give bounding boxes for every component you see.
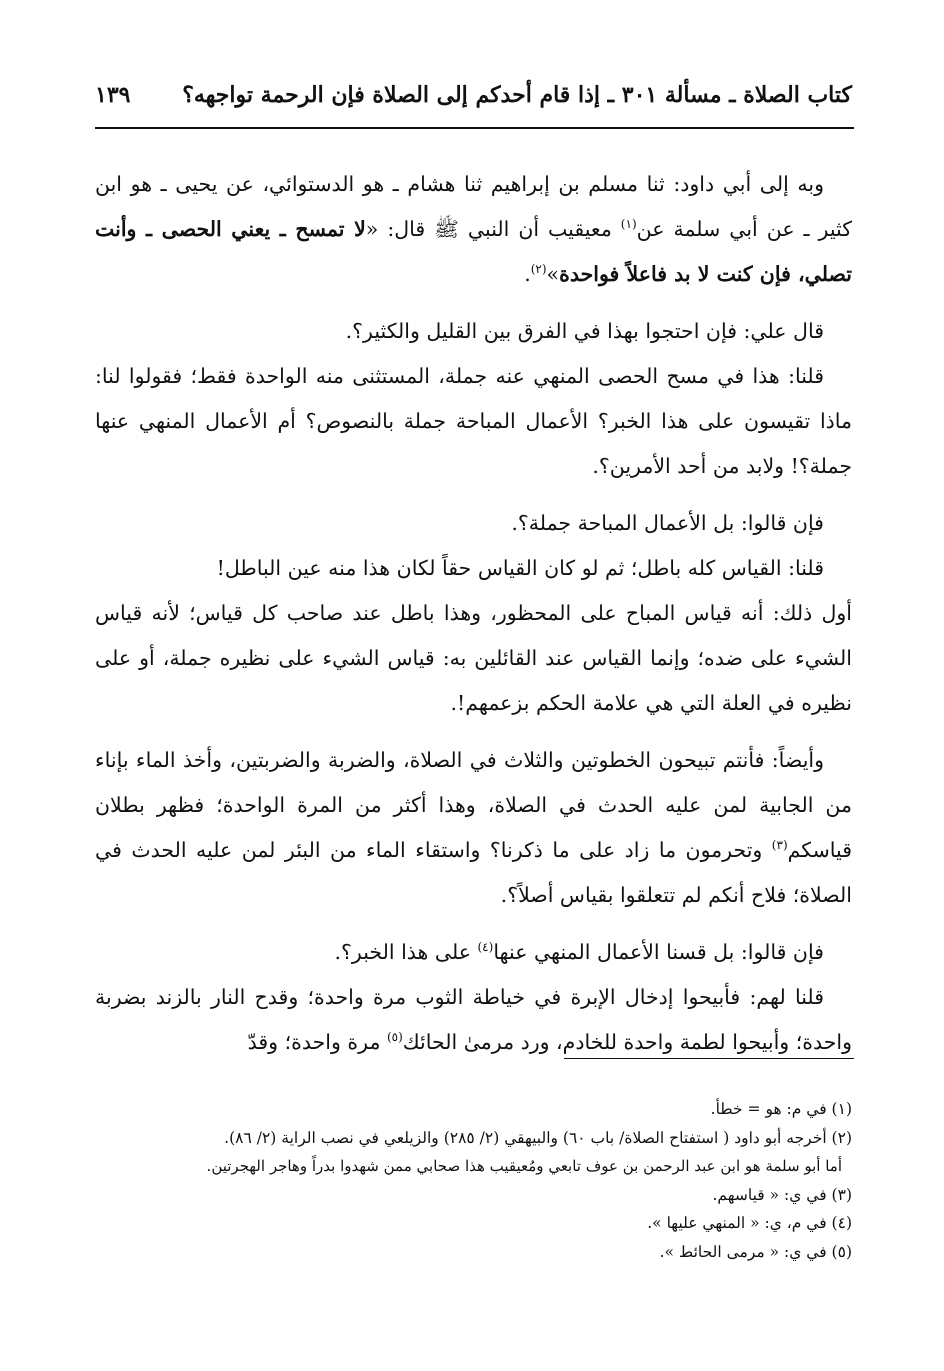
paragraph-hadith: وبه إلى أبي داود: ثنا مسلم بن إبراهيم ثنا هشام ـ هو الدستوائي، عن يحيى ـ هو ابن كثير ـ عن أبي سلمة عن$^{(١)}$ معيقيب أن النبي ﷺ قال: «لا تمسح ـ يعني الحصى ـ وأنت تصلي، فإن كنت لا بد فاعلاً فواحدة»$^{(٢)}$. bbox=[95, 172, 852, 286]
paragraph: وأيضاً: فأنتم تبيحون الخطوتين والثلاث في الصلاة، والضربة والضربتين، وأخذ الماء بإناء من الجابية لمن عليه الحدث في الصلاة، وهذا أكثر من المرة الواحدة؛ فظهر بطلان قياسكم$^{(٣)}$ وتحرمون ما زاد على ما ذكرنا؟ واستقاء الماء من البئر لمن عليه الحدث في الصلاة؛ فلاح أنكم لم تتعلقوا بقياس أصلاً؟. bbox=[95, 748, 852, 907]
page-number: ١٣٩ bbox=[95, 82, 131, 108]
footnote-ref: (٤) bbox=[477, 940, 494, 955]
running-title: كتاب الصلاة ـ مسألة ٣٠١ ـ إذا قام أحدكم إلى الصلاة فإن الرحمة تواجهه؟ bbox=[182, 82, 852, 108]
footnote-ref: (١) bbox=[620, 217, 637, 232]
hadith-quote: لا تمسح ـ يعني الحصى ـ وأنت تصلي، فإن كنت لا بد فاعلاً فواحدة bbox=[95, 217, 852, 286]
footnote-item: (٢) أخرجه أبو داود ( استفتاح الصلاة/ باب ٦٠) والبيهقي (٢/ ٢٨٥) والزيلعي في نصب الراية (٢/ ٨٦). bbox=[224, 1128, 852, 1147]
header-divider bbox=[95, 127, 854, 129]
footnote-divider bbox=[564, 1058, 854, 1059]
footnote-item: أما أبو سلمة هو ابن عبد الرحمن بن عوف تابعي ومُعيقيب هذا صحابي ممن شهدوا بدراً وهاجر الهجرتين. bbox=[206, 1157, 842, 1175]
footnote-item: (٣) في ي: « قياسهم. bbox=[712, 1185, 852, 1204]
paragraph: قلنا: القياس كله باطل؛ ثم لو كان القياس حقاً لكان هذا منه عين الباطل! bbox=[216, 556, 824, 580]
footnote-ref: (٣) bbox=[771, 838, 788, 853]
footnote-ref: (٥) bbox=[386, 1030, 403, 1045]
paragraph: قال علي: فإن احتجوا بهذا في الفرق بين القليل والكثير؟. bbox=[345, 319, 824, 343]
paragraph: فإن قالوا: بل قسنا الأعمال المنهي عنها$^{(٤)}$ على هذا الخبر؟. bbox=[334, 940, 824, 964]
footnotes bbox=[95, 1095, 852, 1266]
main-text bbox=[95, 162, 852, 1065]
footnote-ref: (٢) bbox=[530, 262, 547, 277]
page-header bbox=[95, 82, 852, 108]
footnote-item: (٥) في ي: « مرمى الحائط ». bbox=[659, 1242, 852, 1261]
paragraph: أول ذلك: أنه قياس المباح على المحظور، وهذا باطل عند صاحب كل قياس؛ لأنه قياس الشيء على ضده؛ وإنما القياس عند القائلين به: قياس الشيء على نظيره جملة، أو على نظيره في العلة التي هي علامة الحكم بزعمهم!. bbox=[95, 601, 852, 715]
paragraph: فإن قالوا: بل الأعمال المباحة جملة؟. bbox=[511, 511, 824, 535]
paragraph: قلنا لهم: فأبيحوا إدخال الإبرة في خياطة الثوب مرة واحدة؛ وقدح النار بالزند بضربة واحدة؛ وأبيحوا لطمة واحدة للخادم، ورد مرمىٰ الحائك$^{(٥)}$ مرة واحدة؛ وقدّ bbox=[95, 985, 852, 1054]
footnote-item: (٤) في م، ي: « المنهي عليها ». bbox=[647, 1214, 852, 1232]
footnote-item: (١) في م: هو = خطأ. bbox=[710, 1100, 852, 1118]
paragraph: قلنا: هذا في مسح الحصى المنهي عنه جملة، المستثنى منه الواحدة فقط؛ فقولوا لنا: ماذا تقيسون على هذا الخبر؟ الأعمال المباحة جملة بالنصوص؟ أم الأعمال المنهي عنها جملة؟! ولابد من أحد الأمرين؟. bbox=[95, 364, 852, 478]
